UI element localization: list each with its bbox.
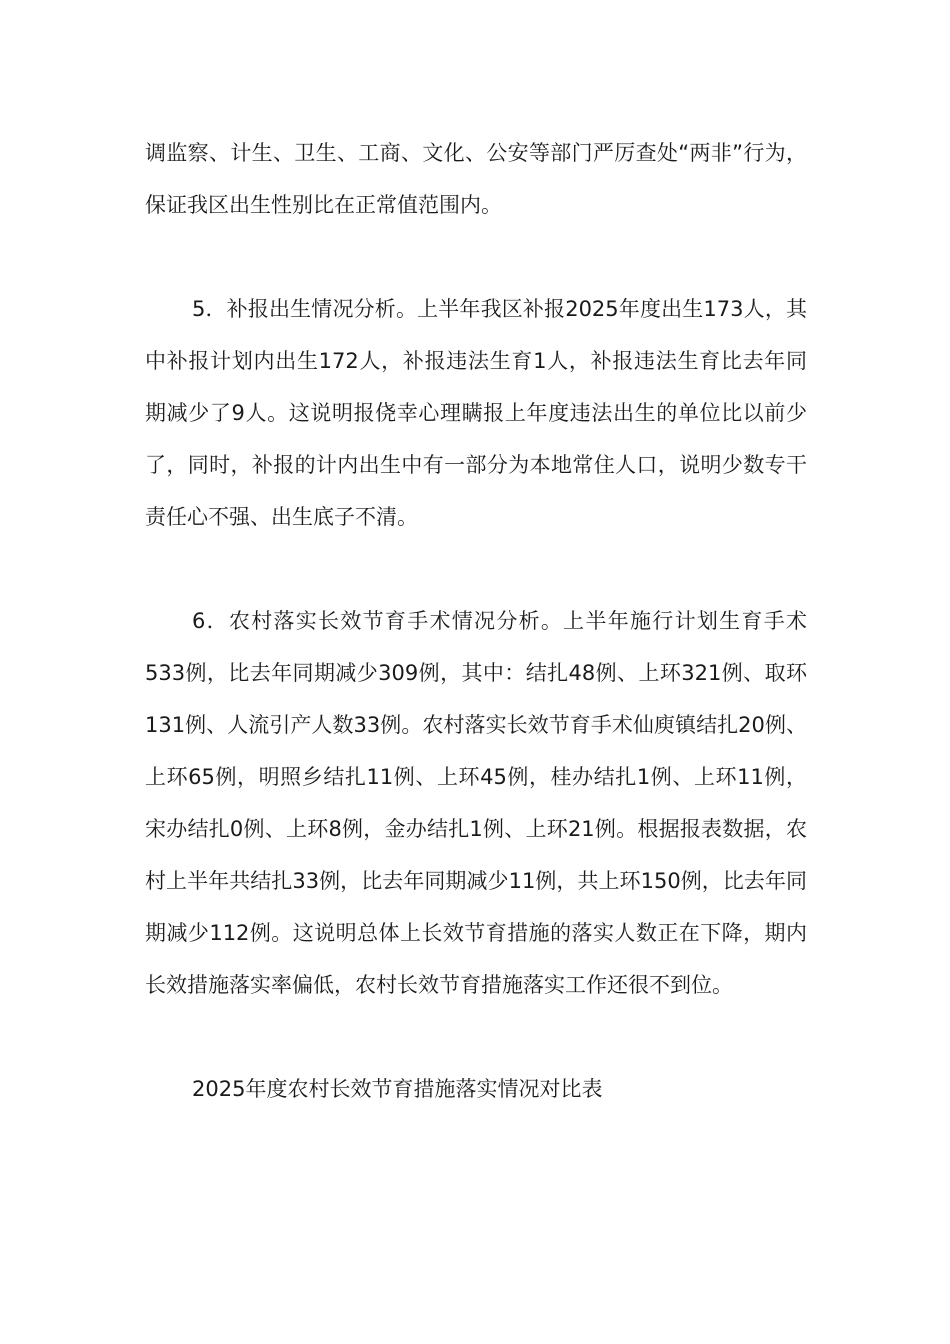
table-title: 2025年度农村长效节育措施落实情况对比表 xyxy=(192,1077,603,1101)
paragraph-continuation: 调监察、计生、卫生、工商、文化、公安等部门严厉查处“两非”行为，保证我区出生性别比在正常值范围内。 xyxy=(145,141,807,217)
document-body xyxy=(145,127,807,1115)
paragraph-contraception-surgery: 6．农村落实长效节育手术情况分析。上半年施行计划生育手术533例，比去年同期减少309例，其中：结扎48例、上环321例、取环131例、人流引产人数33例。农村落实长效节育手术仙庾镇结扎20例、上环65例，明照乡结扎11例、上环45例，桂办结扎1例、上环11例，宋办结扎0例、上环8例，金办结扎1例、上环21例。根据报表数据，农村上半年共结扎33例，比去年同期减少11例，共上环150例，比去年同期减少112例。这说明总体上长效节育措施的落实人数正在下降，期内长效措施落实率偏低，农村长效节育措施落实工作还很不到位。 xyxy=(145,609,807,997)
paragraph-supplementary-births: 5．补报出生情况分析。上半年我区补报2025年度出生173人，其中补报计划内出生172人，补报违法生育1人，补报违法生育比去年同期减少了9人。这说明报侥幸心理瞒报上年度违法出生的单位比以前少了，同时，补报的计内出生中有一部分为本地常住人口，说明少数专干责任心不强、出生底子不清。 xyxy=(145,297,807,529)
